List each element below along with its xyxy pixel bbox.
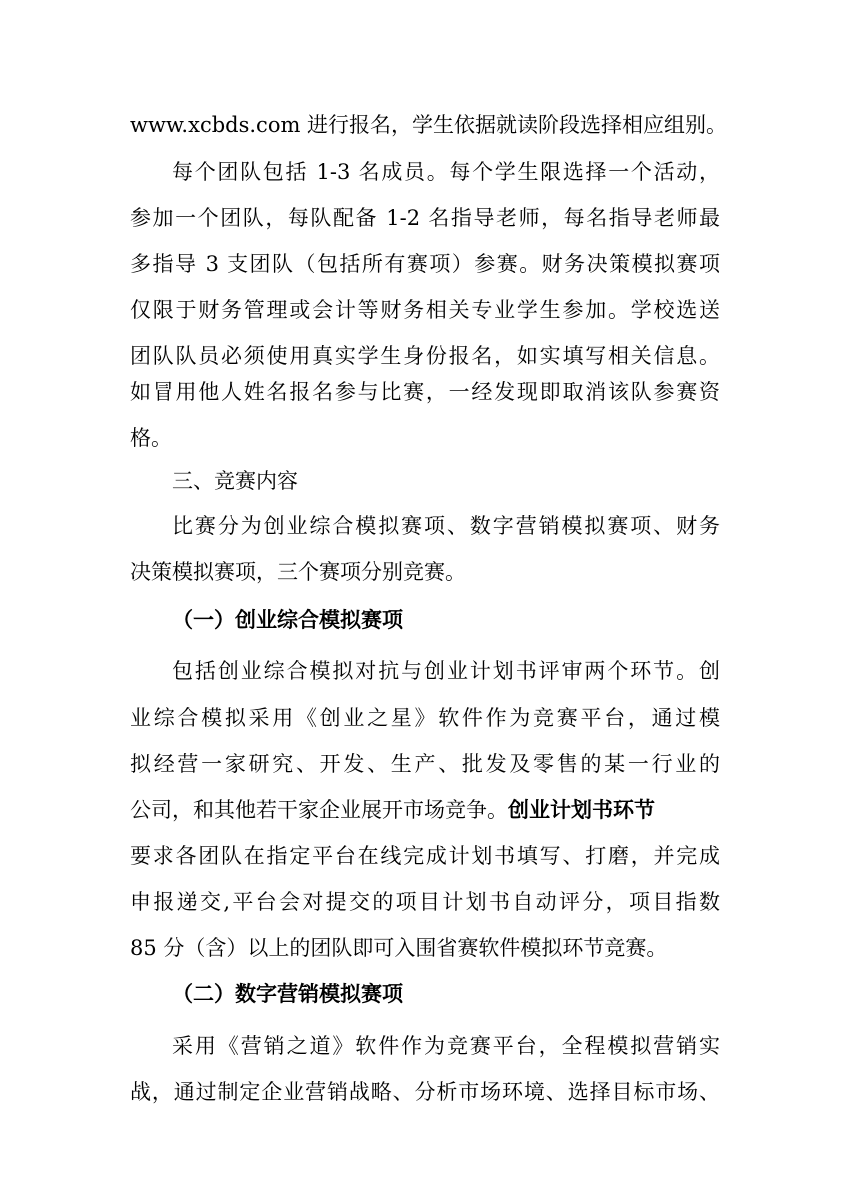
- body-text-line: www.xcbds.com 进行报名，学生依据就读阶段选择相应组别。: [130, 113, 728, 137]
- body-text-line: 拟经营一家研究、开发、生产、批发及零售的某一行业的: [130, 752, 720, 776]
- bold-phrase: 创业计划书环节: [508, 798, 655, 822]
- body-text-line: 包括创业综合模拟对抗与创业计划书评审两个环节。创: [172, 659, 720, 683]
- body-text-line: 参加一个团队，每队配备 1-2 名指导老师，每名指导老师最: [130, 206, 720, 230]
- subsection-heading: （二）数字营销模拟赛项: [172, 982, 403, 1006]
- body-text-line: 采用《营销之道》软件作为竞赛平台，全程模拟营销实: [172, 1034, 720, 1058]
- body-text-line: 申报递交,平台会对提交的项目计划书自动评分，项目指数: [130, 890, 720, 914]
- subsection-heading: （一）创业综合模拟赛项: [172, 608, 403, 632]
- body-text-line: 战，通过制定企业营销战略、分析市场环境、选择目标市场、: [130, 1080, 720, 1104]
- body-text-line: [130, 796, 655, 824]
- body-text-line: 比赛分为创业综合模拟赛项、数字营销模拟赛项、财务: [172, 514, 720, 538]
- body-text-line: 每个团队包括 1-3 名成员。每个学生限选择一个活动，: [172, 160, 720, 184]
- body-text-line: 团队队员必须使用真实学生身份报名，如实填写相关信息。: [130, 344, 720, 368]
- body-text-line: 多指导 3 支团队（包括所有赛项）参赛。财务决策模拟赛项: [130, 252, 720, 276]
- body-text-segment: 公司，和其他若干家企业展开市场竞争。: [130, 798, 508, 822]
- body-text-line: 业综合模拟采用《创业之星》软件作为竞赛平台，通过模: [130, 706, 720, 730]
- section-heading: 三、竞赛内容: [172, 469, 298, 493]
- body-text-line: 格。: [130, 426, 172, 450]
- body-text-line: 决策模拟赛项，三个赛项分别竞赛。: [130, 560, 466, 584]
- body-text-line: 如冒用他人姓名报名参与比赛，一经发现即取消该队参赛资: [130, 380, 720, 404]
- body-text-line: 仅限于财务管理或会计等财务相关专业学生参加。学校选送: [130, 298, 720, 322]
- body-text-line: 85 分（含）以上的团队即可入围省赛软件模拟环节竞赛。: [130, 936, 668, 960]
- body-text-line: 要求各团队在指定平台在线完成计划书填写、打磨，并完成: [130, 844, 720, 868]
